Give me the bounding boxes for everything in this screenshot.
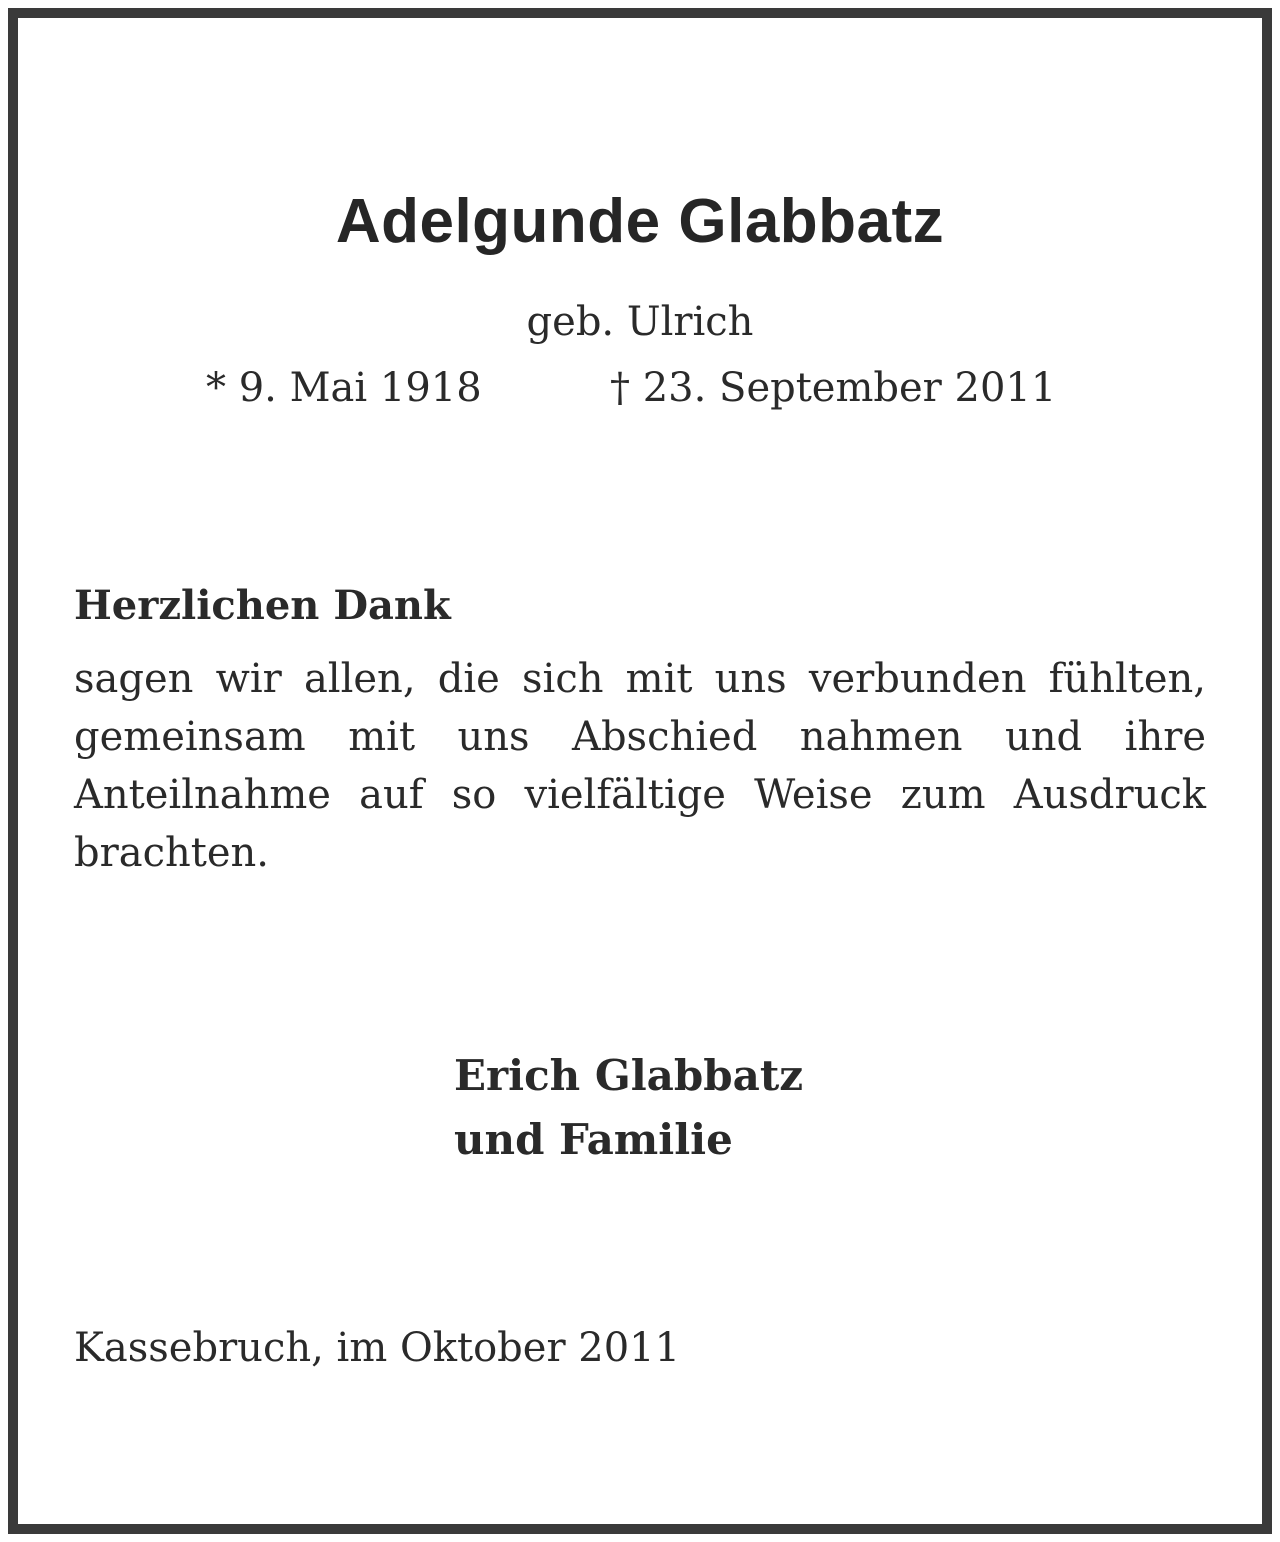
maiden-name: geb. Ulrich [526,299,754,345]
thanks-heading: Herzlichen Dank [74,582,451,629]
thanks-body: sagen wir allen, die sich mit uns verbunden fühlten, gemeinsam mit uns Abschied nahmen und ihre Anteilnahme auf so vielfältige Weise zum Ausdruck brachten. [74,656,1206,876]
place-date: Kassebruch, im Oktober 2011 [74,1325,681,1371]
signature-family: und Familie [454,1115,733,1164]
deceased-name: Adelgunde Glabbatz [335,187,945,256]
notice-frame [8,8,1272,1534]
death-date: † 23. September 2011 [610,365,1057,411]
signature-name: Erich Glabbatz [454,1051,804,1100]
birth-date: * 9. Mai 1918 [206,365,482,411]
signature [454,1044,803,1172]
